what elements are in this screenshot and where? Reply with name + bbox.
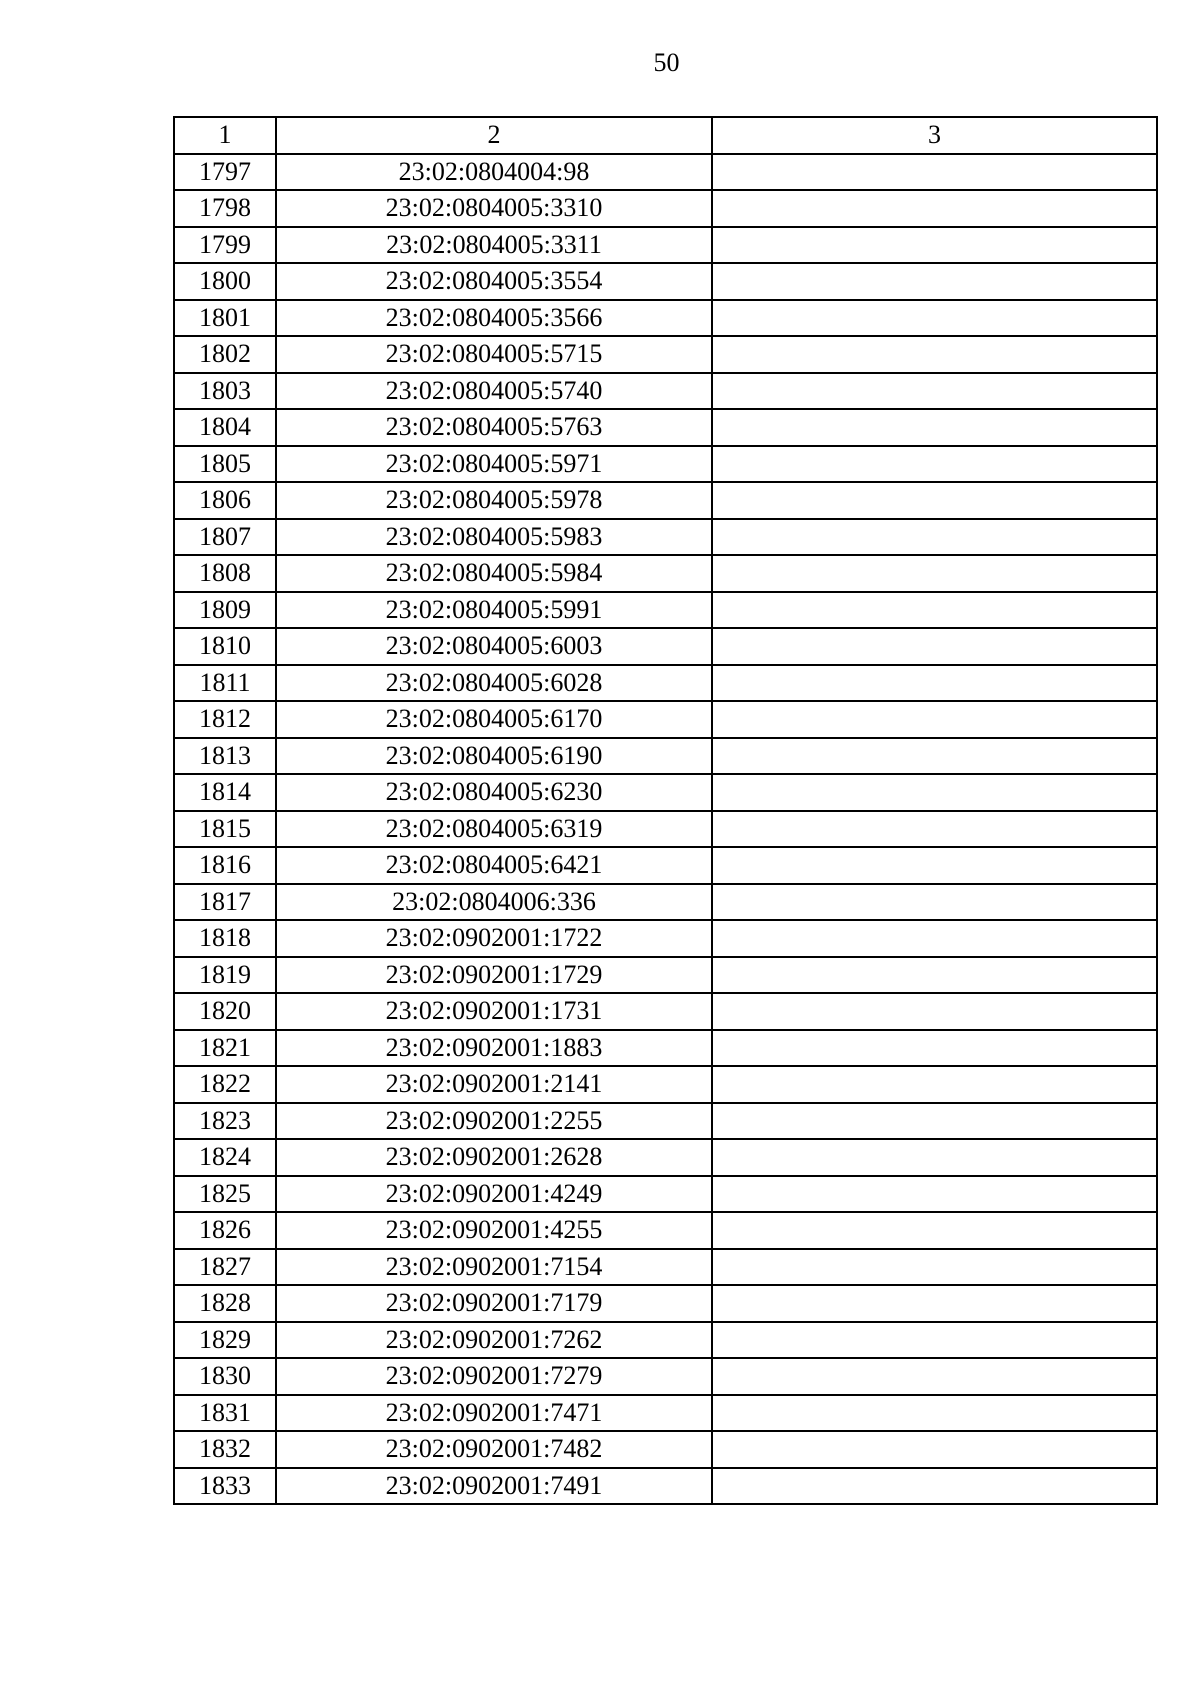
table-row <box>174 227 1157 264</box>
empty-cell <box>712 336 1157 373</box>
row-number-cell: 1833 <box>174 1468 276 1505</box>
table-row <box>174 1395 1157 1432</box>
table-row <box>174 519 1157 556</box>
row-number-cell: 1826 <box>174 1212 276 1249</box>
cadastral-number-cell: 23:02:0804005:6170 <box>276 701 712 738</box>
row-number-cell: 1828 <box>174 1285 276 1322</box>
row-number-cell: 1798 <box>174 190 276 227</box>
empty-cell <box>712 1358 1157 1395</box>
table-header-row <box>174 117 1157 154</box>
row-number-cell: 1821 <box>174 1030 276 1067</box>
table-row <box>174 1066 1157 1103</box>
cadastral-number-cell: 23:02:0804005:6190 <box>276 738 712 775</box>
row-number-cell: 1819 <box>174 957 276 994</box>
table-row <box>174 300 1157 337</box>
table-row <box>174 154 1157 191</box>
empty-cell <box>712 409 1157 446</box>
empty-cell <box>712 263 1157 300</box>
cadastral-number-cell: 23:02:0804005:3554 <box>276 263 712 300</box>
table-row <box>174 1030 1157 1067</box>
empty-cell <box>712 847 1157 884</box>
row-number-cell: 1799 <box>174 227 276 264</box>
cadastral-number-cell: 23:02:0902001:4249 <box>276 1176 712 1213</box>
cadastral-number-cell: 23:02:0902001:7491 <box>276 1468 712 1505</box>
row-number-cell: 1797 <box>174 154 276 191</box>
row-number-cell: 1801 <box>174 300 276 337</box>
table-row <box>174 555 1157 592</box>
row-number-cell: 1803 <box>174 373 276 410</box>
empty-cell <box>712 1139 1157 1176</box>
table-row <box>174 336 1157 373</box>
table-row <box>174 920 1157 957</box>
table-row <box>174 446 1157 483</box>
empty-cell <box>712 1322 1157 1359</box>
empty-cell <box>712 1395 1157 1432</box>
row-number-cell: 1820 <box>174 993 276 1030</box>
row-number-cell: 1822 <box>174 1066 276 1103</box>
table-row <box>174 738 1157 775</box>
empty-cell <box>712 154 1157 191</box>
cadastral-number-cell: 23:02:0804005:5971 <box>276 446 712 483</box>
row-number-cell: 1832 <box>174 1431 276 1468</box>
empty-cell <box>712 628 1157 665</box>
table-row <box>174 628 1157 665</box>
cadastral-number-cell: 23:02:0804005:5978 <box>276 482 712 519</box>
empty-cell <box>712 1212 1157 1249</box>
row-number-cell: 1805 <box>174 446 276 483</box>
page-number: 50 <box>653 48 680 77</box>
row-number-cell: 1830 <box>174 1358 276 1395</box>
cadastral-number-cell: 23:02:0804005:5715 <box>276 336 712 373</box>
cadastral-table <box>173 116 1158 1505</box>
empty-cell <box>712 774 1157 811</box>
empty-cell <box>712 1103 1157 1140</box>
table-row <box>174 1103 1157 1140</box>
cadastral-number-cell: 23:02:0804005:3311 <box>276 227 712 264</box>
row-number-cell: 1823 <box>174 1103 276 1140</box>
empty-cell <box>712 884 1157 921</box>
table-row <box>174 993 1157 1030</box>
table-row <box>174 701 1157 738</box>
cadastral-number-cell: 23:02:0902001:7471 <box>276 1395 712 1432</box>
cadastral-number-cell: 23:02:0804005:6319 <box>276 811 712 848</box>
row-number-cell: 1809 <box>174 592 276 629</box>
empty-cell <box>712 1431 1157 1468</box>
cadastral-number-cell: 23:02:0804005:6028 <box>276 665 712 702</box>
cadastral-number-cell: 23:02:0804005:3566 <box>276 300 712 337</box>
row-number-cell: 1810 <box>174 628 276 665</box>
empty-cell <box>712 190 1157 227</box>
empty-cell <box>712 519 1157 556</box>
cadastral-number-cell: 23:02:0804006:336 <box>276 884 712 921</box>
table-row <box>174 1285 1157 1322</box>
cadastral-number-cell: 23:02:0804005:5984 <box>276 555 712 592</box>
cadastral-number-cell: 23:02:0804005:5983 <box>276 519 712 556</box>
table-row <box>174 1322 1157 1359</box>
cadastral-number-cell: 23:02:0902001:7179 <box>276 1285 712 1322</box>
cadastral-number-cell: 23:02:0804005:3310 <box>276 190 712 227</box>
empty-cell <box>712 482 1157 519</box>
cadastral-number-cell: 23:02:0804005:6421 <box>276 847 712 884</box>
cadastral-number-cell: 23:02:0902001:2628 <box>276 1139 712 1176</box>
empty-cell <box>712 592 1157 629</box>
cadastral-number-cell: 23:02:0902001:2141 <box>276 1066 712 1103</box>
row-number-cell: 1817 <box>174 884 276 921</box>
cadastral-number-cell: 23:02:0804005:5991 <box>276 592 712 629</box>
empty-cell <box>712 1066 1157 1103</box>
empty-cell <box>712 811 1157 848</box>
header-cell-2: 2 <box>276 117 712 154</box>
table-row <box>174 1139 1157 1176</box>
table-row <box>174 373 1157 410</box>
empty-cell <box>712 665 1157 702</box>
table-row <box>174 1176 1157 1213</box>
table-body <box>174 154 1157 1505</box>
cadastral-number-cell: 23:02:0902001:7279 <box>276 1358 712 1395</box>
empty-cell <box>712 701 1157 738</box>
cadastral-number-cell: 23:02:0804005:5763 <box>276 409 712 446</box>
table-row <box>174 1468 1157 1505</box>
table-row <box>174 1212 1157 1249</box>
empty-cell <box>712 957 1157 994</box>
cadastral-number-cell: 23:02:0902001:4255 <box>276 1212 712 1249</box>
row-number-cell: 1818 <box>174 920 276 957</box>
row-number-cell: 1825 <box>174 1176 276 1213</box>
table-row <box>174 409 1157 446</box>
row-number-cell: 1804 <box>174 409 276 446</box>
empty-cell <box>712 1030 1157 1067</box>
empty-cell <box>712 1468 1157 1505</box>
cadastral-number-cell: 23:02:0804005:5740 <box>276 373 712 410</box>
header-cell-3: 3 <box>712 117 1157 154</box>
table-row <box>174 847 1157 884</box>
row-number-cell: 1831 <box>174 1395 276 1432</box>
empty-cell <box>712 446 1157 483</box>
row-number-cell: 1808 <box>174 555 276 592</box>
empty-cell <box>712 993 1157 1030</box>
row-number-cell: 1829 <box>174 1322 276 1359</box>
table-row <box>174 263 1157 300</box>
table-row <box>174 1358 1157 1395</box>
cadastral-number-cell: 23:02:0902001:1883 <box>276 1030 712 1067</box>
table-row <box>174 1249 1157 1286</box>
empty-cell <box>712 738 1157 775</box>
table-row <box>174 592 1157 629</box>
cadastral-number-cell: 23:02:0902001:7154 <box>276 1249 712 1286</box>
table-row <box>174 190 1157 227</box>
table-row <box>174 482 1157 519</box>
table-row <box>174 1431 1157 1468</box>
cadastral-number-cell: 23:02:0804005:6003 <box>276 628 712 665</box>
row-number-cell: 1813 <box>174 738 276 775</box>
row-number-cell: 1802 <box>174 336 276 373</box>
cadastral-number-cell: 23:02:0902001:7262 <box>276 1322 712 1359</box>
row-number-cell: 1811 <box>174 665 276 702</box>
row-number-cell: 1815 <box>174 811 276 848</box>
cadastral-number-cell: 23:02:0804004:98 <box>276 154 712 191</box>
cadastral-number-cell: 23:02:0902001:2255 <box>276 1103 712 1140</box>
table-row <box>174 957 1157 994</box>
empty-cell <box>712 555 1157 592</box>
cadastral-number-cell: 23:02:0902001:1722 <box>276 920 712 957</box>
row-number-cell: 1806 <box>174 482 276 519</box>
table-row <box>174 884 1157 921</box>
empty-cell <box>712 1176 1157 1213</box>
row-number-cell: 1814 <box>174 774 276 811</box>
row-number-cell: 1827 <box>174 1249 276 1286</box>
empty-cell <box>712 373 1157 410</box>
row-number-cell: 1807 <box>174 519 276 556</box>
empty-cell <box>712 300 1157 337</box>
table-row <box>174 665 1157 702</box>
row-number-cell: 1812 <box>174 701 276 738</box>
table-row <box>174 774 1157 811</box>
empty-cell <box>712 227 1157 264</box>
cadastral-number-cell: 23:02:0804005:6230 <box>276 774 712 811</box>
row-number-cell: 1816 <box>174 847 276 884</box>
empty-cell <box>712 920 1157 957</box>
row-number-cell: 1824 <box>174 1139 276 1176</box>
empty-cell <box>712 1285 1157 1322</box>
empty-cell <box>712 1249 1157 1286</box>
header-cell-1: 1 <box>174 117 276 154</box>
row-number-cell: 1800 <box>174 263 276 300</box>
table-row <box>174 811 1157 848</box>
cadastral-number-cell: 23:02:0902001:7482 <box>276 1431 712 1468</box>
cadastral-number-cell: 23:02:0902001:1731 <box>276 993 712 1030</box>
cadastral-number-cell: 23:02:0902001:1729 <box>276 957 712 994</box>
